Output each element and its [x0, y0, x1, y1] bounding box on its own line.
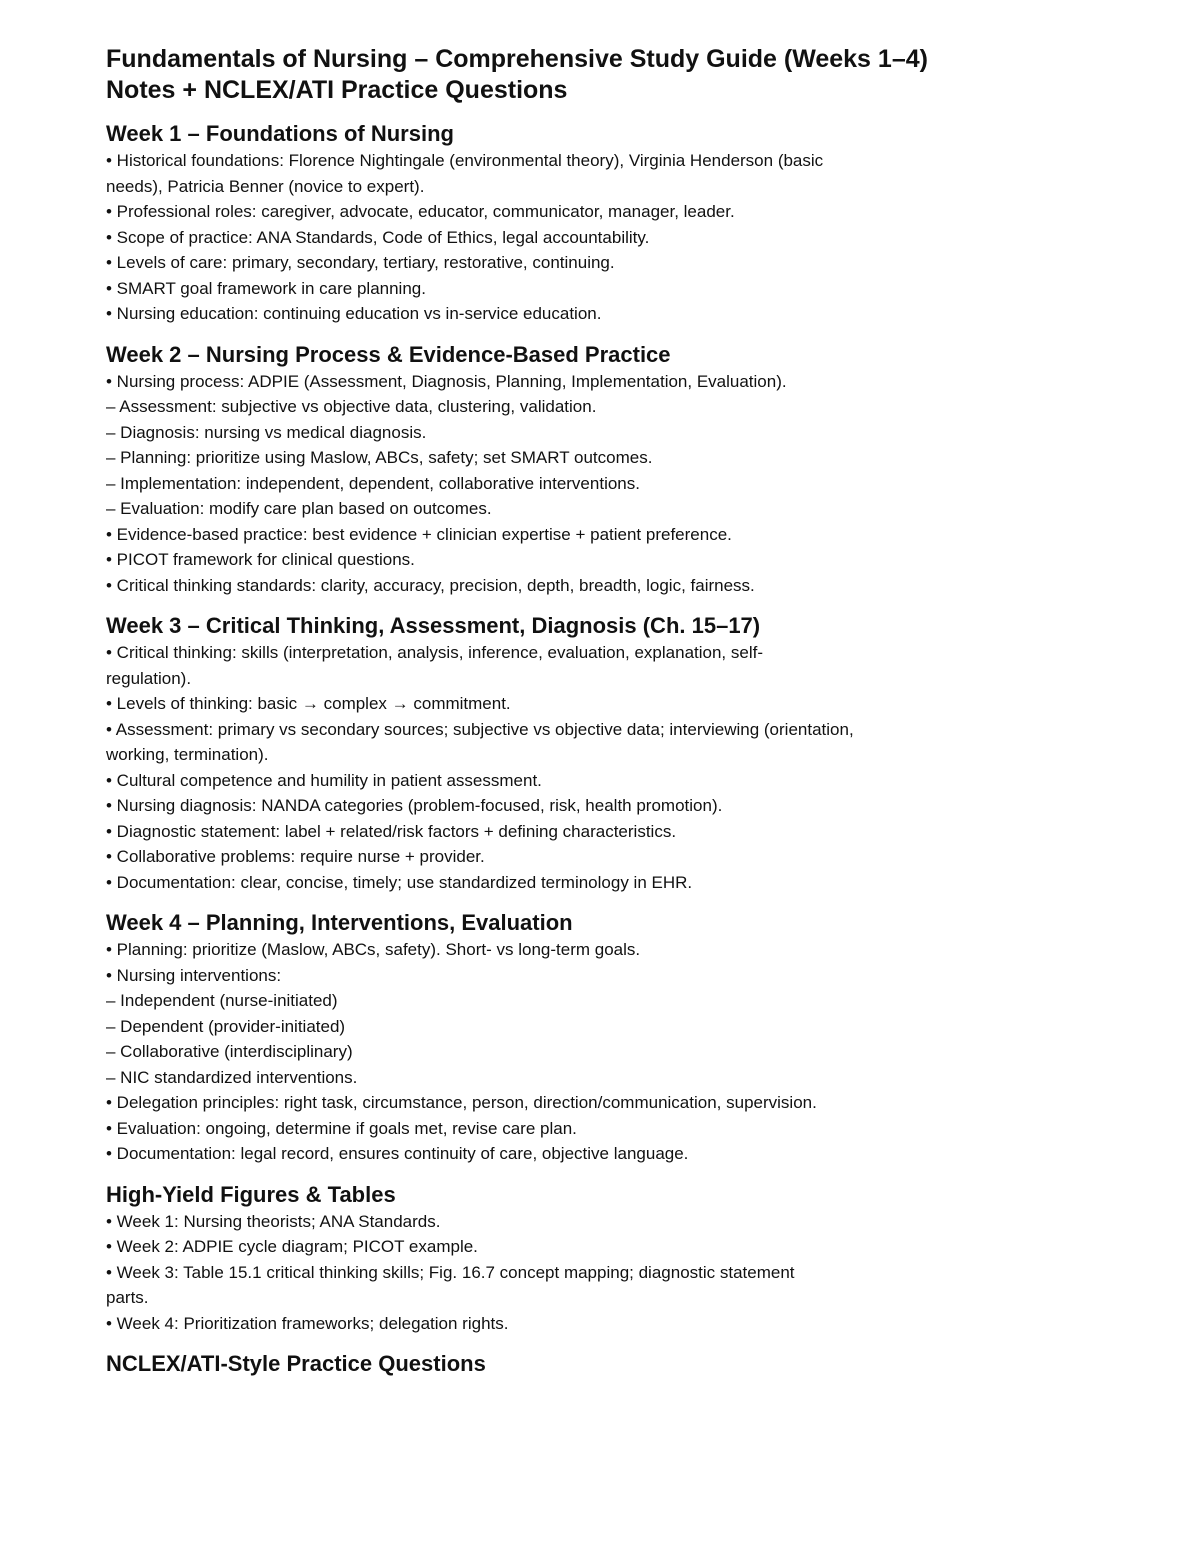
section-heading: High-Yield Figures & Tables [106, 1181, 396, 1207]
list-item [106, 250, 1086, 276]
list-item [106, 1260, 1086, 1311]
list-item [106, 573, 1086, 599]
list-item [106, 768, 1086, 794]
list-item [106, 148, 1086, 199]
list-item-text: • Historical foundations: Florence Nightingale (environmental theory), Virginia Henderson (basic [106, 151, 824, 170]
list-item-text: • Week 1: Nursing theorists; ANA Standards. [106, 1211, 441, 1231]
section-heading: NCLEX/ATI-Style Practice Questions [106, 1351, 486, 1376]
list-item [106, 1116, 1086, 1142]
list-item [106, 691, 1086, 717]
list-item-text: – Collaborative (interdisciplinary) [106, 1042, 353, 1061]
subtitle-line: Notes + NCLEX/ATI Practice Questions [106, 76, 568, 104]
list-item [106, 717, 1086, 768]
list-item [106, 1090, 1086, 1116]
section-week-2 [106, 341, 1086, 599]
list-item [106, 522, 1086, 548]
list-item-text: • Levels of thinking: basic → complex → commitment. [106, 694, 511, 713]
bullet-list [106, 1209, 1086, 1337]
list-item [106, 471, 1086, 497]
list-item-text: • Assessment: primary vs secondary sources; subjective vs objective data; interviewing (orientation, [106, 719, 854, 739]
list-item-text: • Nursing education: continuing education vs in-service education. [106, 304, 602, 323]
section-week-3 [106, 612, 1086, 895]
list-item [106, 793, 1086, 819]
list-item-text: • Evidence-based practice: best evidence + clinician expertise + patient preference. [106, 524, 732, 544]
list-item-text: • Collaborative problems: require nurse + provider. [106, 847, 485, 866]
sections-container [106, 120, 1086, 1378]
list-item [106, 844, 1086, 870]
title-line: Fundamentals of Nursing – Comprehensive Study Guide (Weeks 1–4) [106, 45, 928, 73]
list-item-text: • Scope of practice: ANA Standards, Code of Ethics, legal accountability. [106, 227, 650, 247]
list-item [106, 445, 1086, 471]
list-item-text: • Planning: prioritize (Maslow, ABCs, safety). Short- vs long-term goals. [106, 940, 641, 959]
list-item [106, 420, 1086, 446]
list-item-text: – Dependent (provider-initiated) [106, 1016, 346, 1036]
list-item [106, 394, 1086, 420]
list-item-text: • Evaluation: ongoing, determine if goals met, revise care plan. [106, 1118, 577, 1138]
list-item [106, 225, 1086, 251]
list-item-text: • Documentation: legal record, ensures continuity of care, objective language. [106, 1144, 689, 1163]
section-heading: Week 3 – Critical Thinking, Assessment, Diagnosis (Ch. 15–17) [106, 613, 761, 638]
list-item [106, 496, 1086, 522]
list-item [106, 1065, 1086, 1091]
list-item-text: • Nursing process: ADPIE (Assessment, Diagnosis, Planning, Implementation, Evaluation). [106, 371, 787, 391]
bullet-list [106, 148, 1086, 327]
list-item-text: – Diagnosis: nursing vs medical diagnosis. [106, 422, 427, 442]
list-item [106, 963, 1086, 989]
document-page [106, 44, 1086, 1378]
bullet-list [106, 369, 1086, 599]
list-item [106, 1209, 1086, 1235]
list-item-text: – Evaluation: modify care plan based on outcomes. [106, 499, 492, 518]
bullet-list [106, 937, 1086, 1167]
section-week-5 [106, 1181, 1086, 1337]
list-item-text: regulation). [106, 668, 192, 688]
section-heading: Week 1 – Foundations of Nursing [106, 121, 454, 146]
list-item [106, 937, 1086, 963]
list-item-text: • Critical thinking: skills (interpretation, analysis, inference, evaluation, explanation, self- [106, 643, 763, 662]
list-item-text: • Delegation principles: right task, circumstance, person, direction/communication, supervision. [106, 1093, 817, 1112]
list-item-text: • Diagnostic statement: label + related/risk factors + defining characteristics. [106, 821, 677, 841]
list-item [106, 988, 1086, 1014]
list-item [106, 1141, 1086, 1167]
list-item-text: parts. [106, 1288, 149, 1307]
list-item [106, 199, 1086, 225]
list-item [106, 276, 1086, 302]
list-item-text: • Professional roles: caregiver, advocate, educator, communicator, manager, leader. [106, 202, 735, 221]
list-item-text: • Nursing diagnosis: NANDA categories (problem-focused, risk, health promotion). [106, 796, 723, 815]
list-item-text: • PICOT framework for clinical questions. [106, 550, 415, 569]
list-item-text: • SMART goal framework in care planning. [106, 278, 426, 298]
list-item-text: • Week 4: Prioritization frameworks; delegation rights. [106, 1313, 509, 1333]
list-item [106, 301, 1086, 327]
list-item-text: – Planning: prioritize using Maslow, ABCs, safety; set SMART outcomes. [106, 448, 653, 467]
list-item [106, 819, 1086, 845]
list-item-text: • Week 3: Table 15.1 critical thinking skills; Fig. 16.7 concept mapping; diagnostic statement [106, 1262, 795, 1282]
list-item [106, 640, 1086, 691]
list-item [106, 870, 1086, 896]
list-item [106, 1014, 1086, 1040]
list-item-text: – Independent (nurse-initiated) [106, 991, 338, 1010]
list-item-text: • Levels of care: primary, secondary, tertiary, restorative, continuing. [106, 253, 615, 272]
section-week-4 [106, 909, 1086, 1167]
document-title [106, 44, 1086, 106]
section-heading: Week 4 – Planning, Interventions, Evaluation [106, 910, 573, 935]
list-item [106, 1311, 1086, 1337]
bullet-list [106, 640, 1086, 895]
list-item-text: – Implementation: independent, dependent, collaborative interventions. [106, 473, 640, 493]
list-item-text: • Cultural competence and humility in patient assessment. [106, 770, 542, 790]
list-item-text: – Assessment: subjective vs objective data, clustering, validation. [106, 397, 597, 416]
list-item-text: working, termination). [106, 745, 269, 764]
section-week-1 [106, 120, 1086, 327]
list-item [106, 1039, 1086, 1065]
section-week-6 [106, 1350, 1086, 1378]
list-item [106, 1234, 1086, 1260]
list-item-text: • Documentation: clear, concise, timely; use standardized terminology in EHR. [106, 872, 693, 892]
list-item-text: • Critical thinking standards: clarity, accuracy, precision, depth, breadth, logic, fairness. [106, 575, 755, 595]
list-item [106, 369, 1086, 395]
list-item-text: needs), Patricia Benner (novice to expert). [106, 176, 425, 196]
list-item-text: • Nursing interventions: [106, 965, 282, 985]
section-heading: Week 2 – Nursing Process & Evidence-Based Practice [106, 341, 671, 367]
list-item-text: • Week 2: ADPIE cycle diagram; PICOT example. [106, 1237, 478, 1256]
list-item [106, 547, 1086, 573]
list-item-text: – NIC standardized interventions. [106, 1067, 358, 1087]
